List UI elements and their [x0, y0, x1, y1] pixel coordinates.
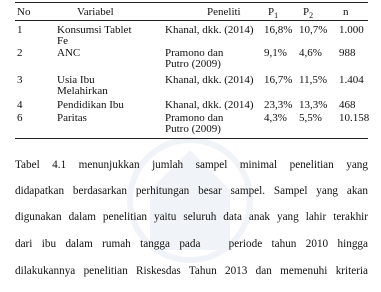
table-bottom-rule [15, 138, 368, 139]
cell-variabel: ANC [57, 47, 81, 59]
cell-no: 1 [17, 24, 23, 36]
cell-no: 3 [17, 74, 23, 86]
cell-peneliti: Khanal, dkk. (2014) [165, 99, 254, 111]
cell-p1: 9,1% [264, 47, 287, 59]
cell-p1: 16,7% [264, 74, 293, 86]
paragraph-line: didapatkan berdasarkan perhitungan besar sampel. Sampel yang akan [15, 185, 368, 197]
cell-peneliti: Pramono dan Putro (2009) [165, 47, 224, 70]
cell-n: 468 [339, 99, 356, 111]
paragraph-line: dilakukannya penelitian Riskesdas Tahun 2013 dan memenuhi kriteria [15, 265, 368, 277]
table-top-rule [15, 2, 368, 3]
cell-n: 1.404 [339, 74, 364, 86]
cell-p2: 11,5% [299, 74, 328, 86]
cell-variabel: Paritas [57, 112, 87, 124]
cell-peneliti: Pramono dan Putro (2009) [165, 112, 224, 135]
table-header-rule [15, 20, 368, 21]
cell-peneliti: Khanal, dkk. (2014) [165, 74, 254, 86]
paragraph-line: Tabel 4.1 menunjukkan jumlah sampel minimal penelitian yang [15, 159, 368, 171]
cell-no: 4 [17, 99, 23, 111]
cell-p1: 16,8% [264, 24, 293, 36]
cell-p1: 4,3% [264, 112, 287, 124]
cell-no: 2 [17, 47, 23, 59]
cell-p2: 10,7% [299, 24, 328, 36]
cell-p1: 23,3% [264, 99, 293, 111]
cell-peneliti: Khanal, dkk. (2014) [165, 24, 254, 36]
cell-variabel: Konsumsi Tablet Fe [57, 24, 132, 47]
header-peneliti: Peneliti [207, 6, 241, 18]
cell-n: 988 [339, 47, 356, 59]
header-no: No [17, 6, 31, 18]
header-p1: $P_1$ [268, 6, 279, 21]
header-p2: $P_2$ [303, 6, 314, 21]
header-n: n [343, 6, 349, 18]
cell-p2: 4,6% [299, 47, 322, 59]
cell-p2: 13,3% [299, 99, 328, 111]
paragraph-line: digunakan dalam penelitian yaitu seluruh data anak yang lahir terakhir [15, 211, 368, 223]
cell-n: 10.158 [339, 112, 370, 124]
cell-variabel: Pendidikan Ibu [57, 99, 124, 111]
cell-n: 1.000 [339, 24, 364, 36]
cell-p2: 5,5% [299, 112, 322, 124]
header-variabel: Variabel [77, 6, 114, 18]
cell-no: 6 [17, 112, 23, 124]
cell-variabel: Usia Ibu Melahirkan [57, 74, 108, 97]
paragraph-line: dari ibu dalam rumah tangga pada periode tahun 2010 hingga [15, 238, 368, 250]
